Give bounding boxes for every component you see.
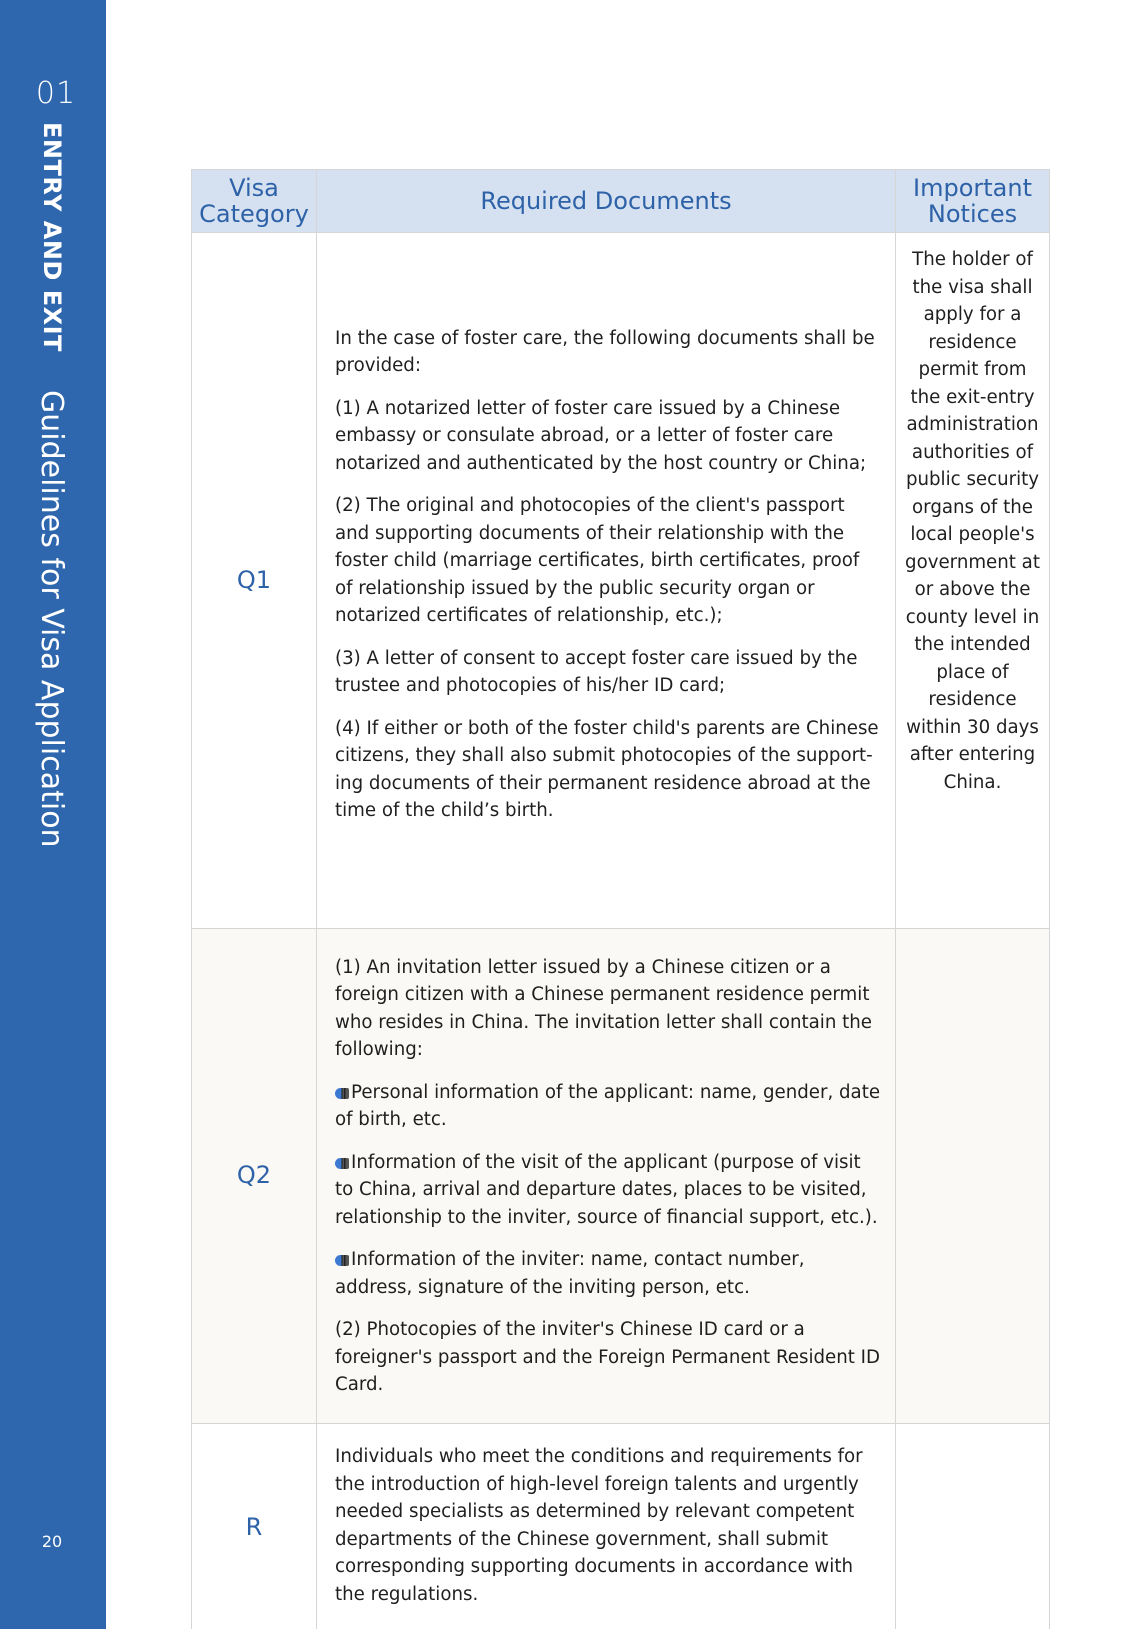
important-notice-cell: The holder of the visa shall apply for a residence permit from the exit-entry administration authorities of public security organs of the local people's government at or above the county level in the intended place of residence within 30 days after entering China. [896,233,1050,929]
visa-category-cell: Q1 [192,233,317,929]
document-paragraph: In the case of foster care, the following documents shall be provided: [335,327,875,376]
page-number: 20 [41,1532,63,1551]
required-documents-cell [317,929,896,1424]
bullet-text: Personal information of the applicant: name, gender, date of birth, etc. [335,1081,881,1130]
table-row [192,233,1050,929]
document-bullet-item [335,1079,881,1134]
chapter-number: 01 [35,76,77,111]
table-header-row [192,170,1050,233]
required-documents-cell [317,1424,896,1629]
sidebar [0,0,106,1629]
important-notice-cell [896,1424,1050,1629]
chapter-title: ENTRY AND EXIT [38,122,66,352]
bullet-text: Information of the visit of the applicant (purpose of visit to China, arrival and departure dates, places to be visited, relationship to the inviter, source of financial support, etc.). [335,1151,878,1228]
document-paragraph: (3) A letter of consent to accept foster care issued by the trustee and photocopies of his/her ID card; [335,647,858,696]
table-row [192,929,1050,1424]
header-important-notices: Important Notices [896,170,1050,233]
required-documents-cell [317,233,896,929]
important-notice-cell [896,929,1050,1424]
visa-documents-table [191,169,1050,1629]
bullet-icon [335,1158,349,1169]
bullet-text: Information of the inviter: name, contact number, address, signature of the inviting person, etc. [335,1249,805,1298]
header-visa-category: Visa Category [192,170,317,233]
visa-category-cell: R [192,1424,317,1629]
visa-category-cell: Q2 [192,929,317,1424]
document-paragraph: (2) Photocopies of the inviter's Chinese ID card or a foreigner's passport and the Foreign Permanent Resident ID Card. [335,1319,881,1395]
bullet-icon [335,1255,349,1266]
document-paragraph: (2) The original and photocopies of the client's passport and supporting documents of their relationship with the foster child (marriage certificates, birth certificates, proof of relationship issued by the public security organ or notarized certificates of relationship, etc.); [335,495,860,626]
document-paragraph: (1) A notarized letter of foster care issued by a Chinese embassy or consulate abroad, or a letter of foster care notarized and authenticated by the host country or China; [335,397,867,474]
document-paragraph: (1) An invitation letter issued by a Chinese citizen or a foreign citizen with a Chinese permanent residence permit who resides in China. The invitation letter shall contain the following: [335,956,873,1060]
document-bullet-item [335,1149,881,1232]
book-title: Guidelines for Visa Application [34,390,69,848]
table-row [192,1424,1050,1629]
header-required-documents: Required Documents [317,170,896,233]
document-paragraph: (4) If either or both of the foster child's parents are Chinese citizens, they shall also submit photocopies of the support-ing documents of their permanent residence abroad at the time of the child’s birth. [335,717,879,821]
bullet-icon [335,1088,349,1099]
document-bullet-item [335,1246,881,1301]
document-paragraph: Individuals who meet the conditions and requirements for the introduction of high-level foreign talents and urgently needed specialists as determined by relevant competent departments of the Chinese government, shall submit corresponding supporting documents in accordance with the regulations. [335,1446,863,1605]
